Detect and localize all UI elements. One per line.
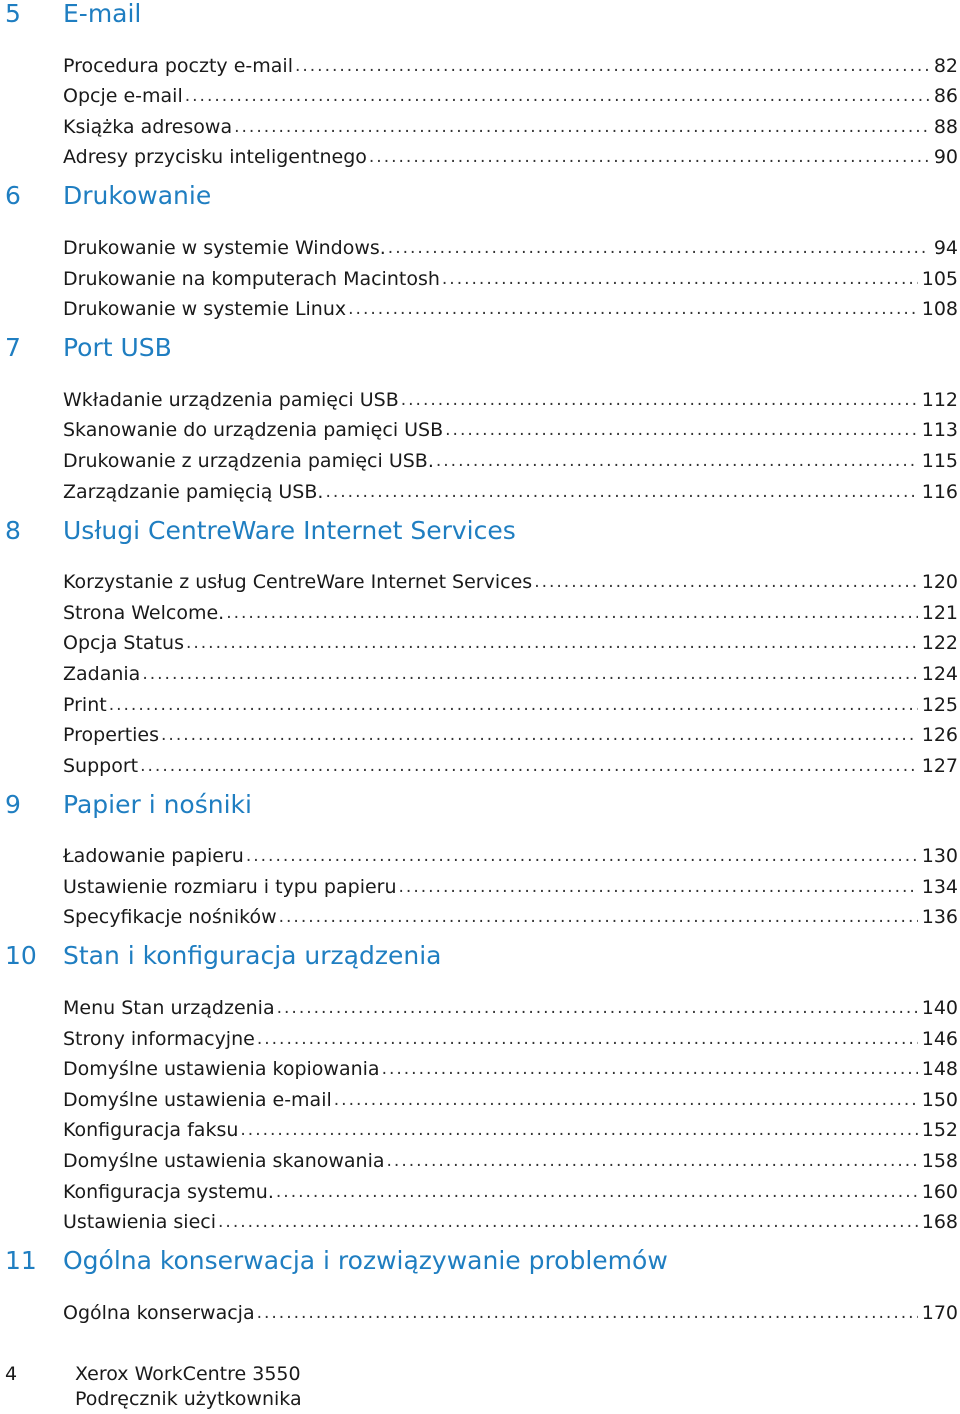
toc-entry[interactable] bbox=[63, 837, 958, 868]
chapter-number: 5 bbox=[5, 0, 21, 28]
dot-leader bbox=[185, 85, 930, 107]
toc-entry-page: 168 bbox=[921, 1211, 958, 1234]
toc-entry[interactable] bbox=[63, 1203, 958, 1234]
chapter-title[interactable]: E-mail bbox=[63, 0, 142, 28]
dot-leader bbox=[442, 268, 918, 290]
toc-entry[interactable] bbox=[63, 1141, 958, 1172]
toc-entry-title: Procedura poczty e-mail bbox=[63, 54, 293, 77]
toc-entry-title: Print bbox=[63, 693, 107, 716]
toc-entry-page: 160 bbox=[921, 1180, 958, 1203]
toc-entry[interactable] bbox=[63, 563, 958, 594]
toc-entry-page: 116 bbox=[921, 480, 958, 503]
dot-leader bbox=[325, 481, 917, 503]
toc-entry[interactable] bbox=[63, 898, 958, 929]
dot-leader bbox=[218, 1211, 918, 1233]
toc-entry-title: Zadania bbox=[63, 662, 141, 685]
toc-entry[interactable] bbox=[63, 77, 958, 108]
chapter-10 bbox=[0, 942, 960, 1247]
toc-entry-title: Ogólna konserwacja bbox=[63, 1301, 255, 1324]
toc-entry-title: Strony informacyjne bbox=[63, 1027, 255, 1050]
toc-entry-page: 122 bbox=[921, 632, 958, 655]
toc-entry[interactable] bbox=[63, 46, 958, 77]
dot-leader bbox=[277, 997, 918, 1019]
chapter-number: 9 bbox=[5, 789, 21, 819]
chapter-heading bbox=[0, 334, 960, 380]
chapter-title[interactable]: Stan i konfiguracja urządzenia bbox=[63, 941, 442, 971]
toc-entry-page: 86 bbox=[933, 85, 958, 108]
toc-entry-page: 105 bbox=[921, 267, 958, 290]
toc-entry-title: Specyfikacje nośników bbox=[63, 906, 277, 929]
dot-leader bbox=[246, 845, 918, 867]
toc-entry-page: 150 bbox=[921, 1088, 958, 1111]
dot-leader bbox=[140, 755, 918, 777]
toc-entry-page: 146 bbox=[921, 1027, 958, 1050]
toc-entry-page: 94 bbox=[933, 236, 958, 259]
dot-leader bbox=[445, 419, 918, 441]
dot-leader bbox=[436, 450, 918, 472]
toc-entry-page: 82 bbox=[933, 54, 958, 77]
dot-leader bbox=[401, 389, 918, 411]
toc-entry-page: 113 bbox=[921, 419, 958, 442]
toc-entry-title: Properties bbox=[63, 724, 160, 747]
chapter-9 bbox=[0, 791, 960, 943]
toc-entry-title: Konfiguracja systemu. bbox=[63, 1180, 274, 1203]
toc-entry-title: Ustawienia sieci bbox=[63, 1211, 217, 1234]
toc-entry-title: Domyślne ustawienia kopiowania bbox=[63, 1058, 380, 1081]
dot-leader bbox=[334, 1089, 918, 1111]
chapter-5 bbox=[0, 0, 960, 182]
toc-entry-title: Ładowanie papieru bbox=[63, 845, 244, 868]
toc-entry[interactable] bbox=[63, 411, 958, 442]
dot-leader bbox=[161, 724, 918, 746]
toc-entry-page: 127 bbox=[921, 754, 958, 777]
chapter-number: 7 bbox=[5, 333, 21, 363]
toc-entry[interactable] bbox=[63, 259, 958, 290]
dot-leader bbox=[388, 237, 930, 259]
toc-entry[interactable] bbox=[63, 685, 958, 716]
dot-leader bbox=[186, 632, 918, 654]
toc-entry-page: 90 bbox=[933, 146, 958, 169]
dot-leader bbox=[387, 1150, 918, 1172]
chapter-number: 11 bbox=[5, 1246, 37, 1276]
dot-leader bbox=[279, 906, 918, 928]
dot-leader bbox=[369, 146, 930, 168]
toc-entry-page: 108 bbox=[921, 298, 958, 321]
toc-entry-page: 88 bbox=[933, 115, 958, 138]
toc-entry[interactable] bbox=[63, 472, 958, 503]
toc-entry[interactable] bbox=[63, 988, 958, 1019]
footer-page-number: 4 bbox=[5, 1363, 18, 1385]
chapter-title[interactable]: Port USB bbox=[63, 333, 172, 363]
toc-entry[interactable] bbox=[63, 1019, 958, 1050]
footer-guide-name: Podręcznik użytkownika bbox=[75, 1388, 302, 1410]
toc-entry-page: 125 bbox=[921, 693, 958, 716]
toc-entry-page: 134 bbox=[921, 875, 958, 898]
dot-leader bbox=[348, 298, 918, 320]
toc-entry-page: 152 bbox=[921, 1119, 958, 1142]
toc-entry-page: 121 bbox=[921, 601, 958, 624]
chapter-heading bbox=[0, 182, 960, 228]
toc-entry[interactable] bbox=[63, 716, 958, 747]
toc-entry[interactable] bbox=[63, 290, 958, 321]
chapter-6 bbox=[0, 182, 960, 334]
toc-entry-page: 140 bbox=[921, 997, 958, 1020]
toc-entry[interactable] bbox=[63, 1172, 958, 1203]
toc-entry-title: Strona Welcome. bbox=[63, 601, 225, 624]
toc-entry-title: Książka adresowa bbox=[63, 115, 233, 138]
toc-entry-title: Opcje e-mail bbox=[63, 85, 183, 108]
toc-entry-page: 158 bbox=[921, 1150, 958, 1173]
toc-entry-title: Wkładanie urządzenia pamięci USB bbox=[63, 388, 399, 411]
toc-entry[interactable] bbox=[63, 654, 958, 685]
toc-entry-title: Drukowanie z urządzenia pamięci USB. bbox=[63, 449, 434, 472]
toc-entry[interactable] bbox=[63, 107, 958, 138]
toc-entry[interactable] bbox=[63, 624, 958, 655]
toc-entry-page: 136 bbox=[921, 906, 958, 929]
toc-entry[interactable] bbox=[63, 1080, 958, 1111]
toc-entry-title: Support bbox=[63, 754, 139, 777]
chapter-heading bbox=[0, 0, 960, 46]
toc-entry[interactable] bbox=[63, 1111, 958, 1142]
chapter-heading bbox=[0, 517, 960, 563]
chapter-heading bbox=[0, 1247, 960, 1293]
chapter-heading bbox=[0, 942, 960, 988]
toc-entry-page: 148 bbox=[921, 1058, 958, 1081]
chapter-11 bbox=[0, 1247, 960, 1324]
toc-entry-page: 115 bbox=[921, 449, 958, 472]
toc-entry-title: Korzystanie z usług CentreWare Internet Services bbox=[63, 571, 533, 594]
toc-entry-title: Domyślne ustawienia skanowania bbox=[63, 1150, 385, 1173]
dot-leader bbox=[276, 1181, 918, 1203]
dot-leader bbox=[382, 1058, 918, 1080]
toc-entry-page: 120 bbox=[921, 571, 958, 594]
toc-entry-title: Zarządzanie pamięcią USB. bbox=[63, 480, 324, 503]
toc-entry[interactable] bbox=[63, 867, 958, 898]
toc-entry-page: 124 bbox=[921, 662, 958, 685]
chapter-number: 8 bbox=[5, 515, 21, 545]
toc-entry-title: Drukowanie na komputerach Macintosh bbox=[63, 267, 440, 290]
toc-entry[interactable] bbox=[63, 1293, 958, 1324]
dot-leader bbox=[399, 876, 918, 898]
toc-entry[interactable] bbox=[63, 228, 958, 259]
dot-leader bbox=[142, 663, 917, 685]
dot-leader bbox=[234, 116, 930, 138]
toc-entry[interactable] bbox=[63, 1050, 958, 1081]
toc-entry-page: 170 bbox=[921, 1301, 958, 1324]
toc-entry-title: Konfiguracja faksu bbox=[63, 1119, 239, 1142]
dot-leader bbox=[109, 694, 918, 716]
toc-entry-title: Ustawienie rozmiaru i typu papieru bbox=[63, 875, 397, 898]
toc-entry-title: Skanowanie do urządzenia pamięci USB bbox=[63, 419, 444, 442]
toc-entry-title: Menu Stan urządzenia bbox=[63, 997, 275, 1020]
toc-entry[interactable] bbox=[63, 441, 958, 472]
toc-entry-page: 130 bbox=[921, 845, 958, 868]
dot-leader bbox=[534, 571, 918, 593]
chapter-8 bbox=[0, 517, 960, 791]
toc-entry-title: Opcja Status bbox=[63, 632, 184, 655]
toc-entry-page: 112 bbox=[921, 388, 958, 411]
chapter-heading bbox=[0, 791, 960, 837]
toc-entry-page: 126 bbox=[921, 724, 958, 747]
footer-product-name: Xerox WorkCentre 3550 bbox=[75, 1363, 301, 1385]
chapter-number: 6 bbox=[5, 181, 21, 211]
footer-document-info bbox=[75, 1362, 302, 1412]
chapter-7 bbox=[0, 334, 960, 516]
toc-entry-title: Domyślne ustawienia e-mail bbox=[63, 1088, 332, 1111]
chapter-title[interactable]: Ogólna konserwacja i rozwiązywanie problemów bbox=[63, 1246, 668, 1276]
dot-leader bbox=[240, 1119, 917, 1141]
toc-entry-title: Drukowanie w systemie Windows. bbox=[63, 236, 386, 259]
toc-entry[interactable] bbox=[63, 746, 958, 777]
toc-entry-title: Adresy przycisku inteligentnego bbox=[63, 146, 367, 169]
toc-entry-title: Drukowanie w systemie Linux bbox=[63, 298, 347, 321]
toc-entry[interactable] bbox=[63, 138, 958, 169]
toc-entry[interactable] bbox=[63, 380, 958, 411]
chapter-title[interactable]: Drukowanie bbox=[63, 181, 212, 211]
dot-leader bbox=[226, 602, 918, 624]
dot-leader bbox=[257, 1028, 918, 1050]
chapter-title[interactable]: Usługi CentreWare Internet Services bbox=[63, 515, 516, 545]
toc-entry[interactable] bbox=[63, 593, 958, 624]
dot-leader bbox=[257, 1302, 918, 1324]
chapter-number: 10 bbox=[5, 941, 37, 971]
chapter-title[interactable]: Papier i nośniki bbox=[63, 789, 252, 819]
dot-leader bbox=[295, 55, 930, 77]
